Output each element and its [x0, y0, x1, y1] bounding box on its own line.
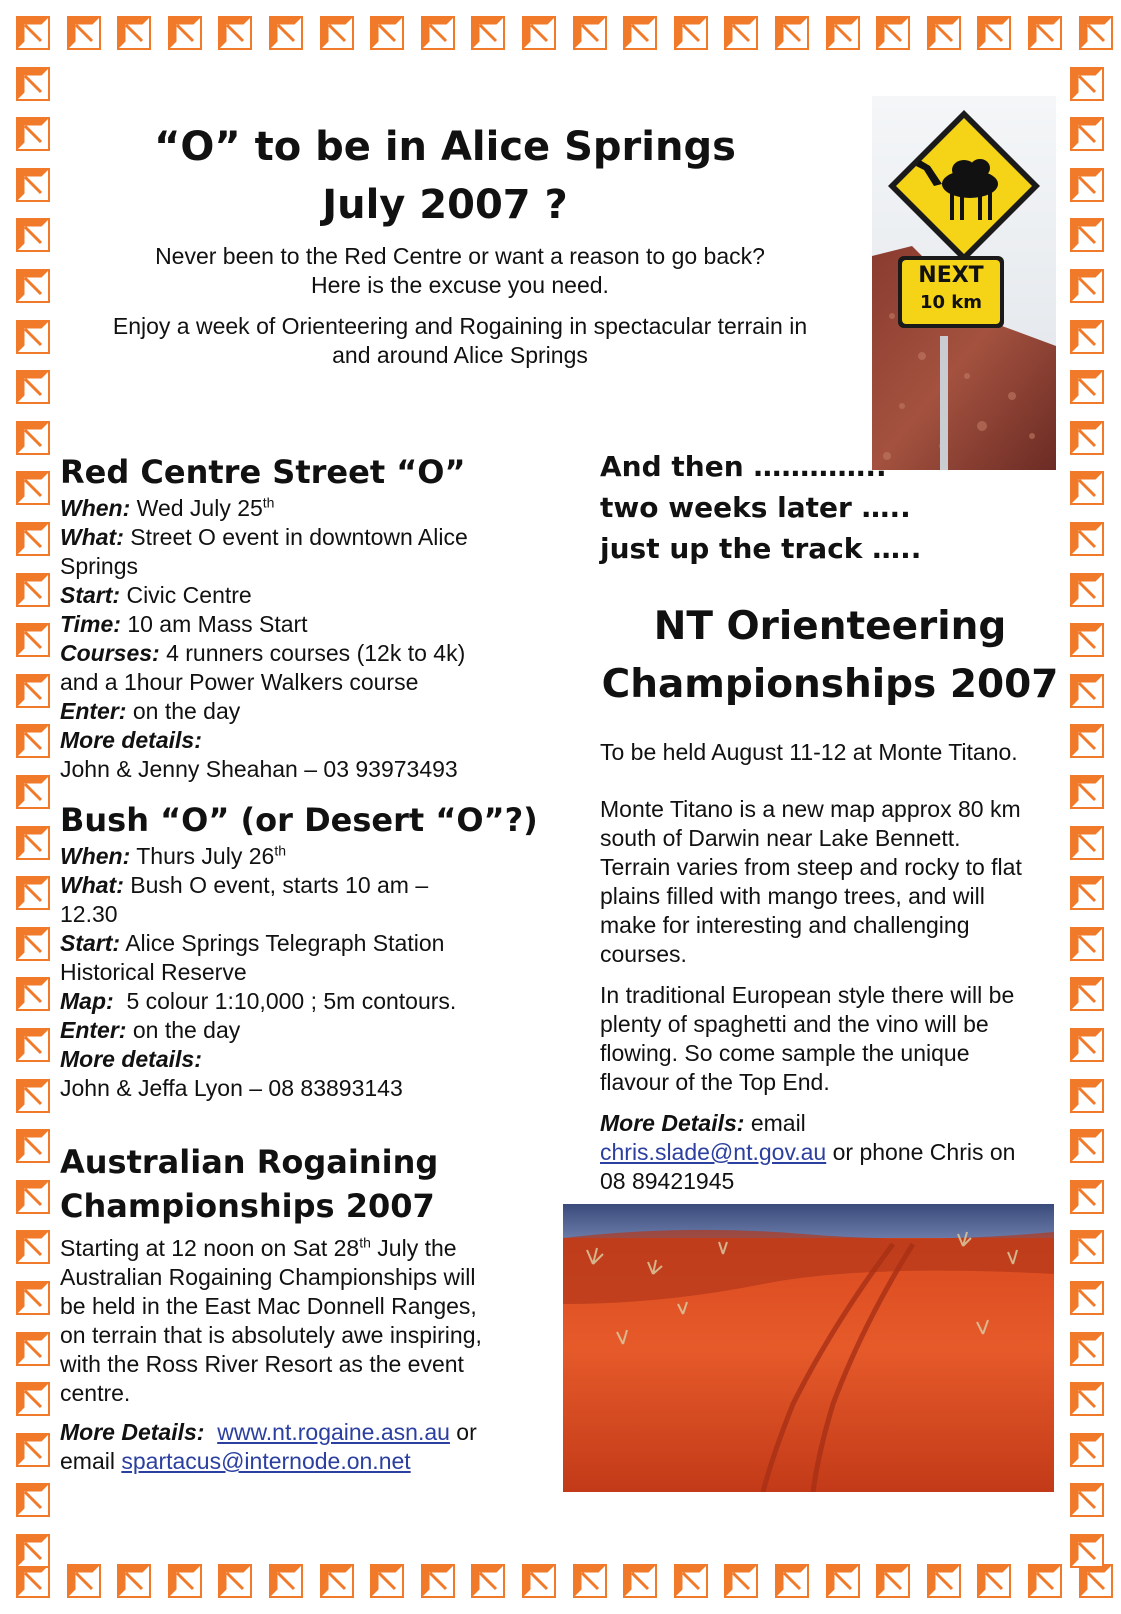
border-tile-icon: [1070, 1281, 1104, 1315]
nt-heading-line-1: NT Orienteering: [653, 604, 1007, 649]
or-text: or: [449, 1419, 477, 1445]
rogaining-text: be held in the East Mac Donnell Ranges,: [60, 1293, 477, 1319]
border-tile-icon: [1070, 623, 1104, 657]
border-tile-icon: [320, 16, 354, 50]
border-tile-icon: [775, 16, 809, 50]
start-label: Start:: [60, 582, 121, 608]
border-tile-icon: [927, 1564, 961, 1598]
border-tile-icon: [16, 16, 50, 50]
chris-email-link[interactable]: chris.slade@nt.gov.au: [600, 1139, 827, 1165]
when-label: When:: [60, 495, 131, 521]
border-tile-icon: [1079, 1564, 1113, 1598]
intro: [60, 242, 860, 370]
border-tile-icon: [1070, 876, 1104, 910]
desert-track-photo: [563, 1204, 1054, 1492]
border-tile-icon: [16, 471, 50, 505]
spartacus-email-link[interactable]: spartacus@internode.on.net: [121, 1448, 411, 1474]
nt-text: make for interesting and challenging: [600, 912, 970, 938]
rogaining-text: with the Ross River Resort as the event: [60, 1351, 464, 1377]
intro-line: and around Alice Springs: [332, 342, 588, 368]
border-tile-icon: [1070, 1028, 1104, 1062]
border-tile-icon: [421, 16, 455, 50]
border-tile-icon: [724, 1564, 758, 1598]
border-tile-icon: [1070, 67, 1104, 101]
email-word: email: [60, 1448, 122, 1474]
border-tile-icon: [16, 1564, 50, 1598]
and-then-line: And then …………..: [600, 450, 887, 483]
border-tile-icon: [67, 1564, 101, 1598]
nt-held-text: To be held August 11-12 at Monte Titano.: [600, 739, 1018, 765]
details-label: More details:: [60, 727, 202, 753]
time-value: 10 am Mass Start: [127, 611, 308, 637]
border-tile-icon: [269, 1564, 303, 1598]
courses-value-cont: and a 1hour Power Walkers course: [60, 669, 419, 695]
nt-text: south of Darwin near Lake Bennett.: [600, 825, 961, 851]
sign-next-text: NEXT: [918, 263, 984, 288]
rogaining-heading-line-2: Championships 2007: [60, 1187, 435, 1225]
border-tile-icon: [16, 1483, 50, 1517]
bush-o-section: [60, 798, 560, 1103]
rogaining-text: centre.: [60, 1380, 131, 1406]
border-tile-icon: [623, 16, 657, 50]
nt-text: courses.: [600, 941, 687, 967]
border-tile-icon: [1028, 1564, 1062, 1598]
border-tile-icon: [320, 1564, 354, 1598]
border-tile-icon: [16, 1534, 50, 1568]
border-tile-icon: [16, 1028, 50, 1062]
enter-label: Enter:: [60, 1017, 127, 1043]
rogaining-text: on terrain that is absolutely awe inspiring,: [60, 1322, 482, 1348]
nt-text: flavour of the Top End.: [600, 1069, 830, 1095]
start-label: Start:: [60, 930, 121, 956]
border-tile-icon: [1070, 370, 1104, 404]
border-tile-icon: [1070, 573, 1104, 607]
border-tile-icon: [1070, 1230, 1104, 1264]
what-label: What:: [60, 872, 124, 898]
border-tile-icon: [16, 1281, 50, 1315]
start-value: Alice Springs Telegraph Station: [125, 930, 445, 956]
border-tile-icon: [1070, 1332, 1104, 1366]
nt-details: [600, 738, 1070, 1196]
nt-text: plenty of spaghetti and the vino will be: [600, 1011, 989, 1037]
email-word: email: [744, 1110, 806, 1136]
border-tile-icon: [1070, 1483, 1104, 1517]
border-tile-icon: [674, 16, 708, 50]
phone-number: 08 89421945: [600, 1168, 735, 1194]
nt-text: flowing. So come sample the unique: [600, 1040, 970, 1066]
border-tile-icon: [16, 1433, 50, 1467]
what-value: Bush O event, starts 10 am –: [130, 872, 429, 898]
border-tile-icon: [876, 16, 910, 50]
border-tile-icon: [16, 977, 50, 1011]
border-tile-icon: [67, 16, 101, 50]
courses-value: 4 runners courses (12k to 4k): [166, 640, 466, 666]
border-tile-icon: [1070, 522, 1104, 556]
when-sup: th: [262, 494, 275, 511]
rogaining-text: Australian Rogaining Championships will: [60, 1264, 476, 1290]
title-line-2: July 2007 ?: [322, 182, 568, 228]
border-tile-icon: [1070, 218, 1104, 252]
border-tile-icon: [1070, 320, 1104, 354]
border-tile-icon: [1070, 1180, 1104, 1214]
border-tile-icon: [16, 269, 50, 303]
what-value: Street O event in downtown Alice: [130, 524, 468, 550]
border-tile-icon: [16, 218, 50, 252]
enter-value: on the day: [132, 698, 241, 724]
border-tile-icon: [16, 724, 50, 758]
nt-text: Monte Titano is a new map approx 80 km: [600, 796, 1021, 822]
rogaining-text: July the: [370, 1235, 457, 1261]
nt-text: Terrain varies from steep and rocky to flat: [600, 854, 1022, 880]
border-tile-icon: [16, 1230, 50, 1264]
border-tile-icon: [16, 1079, 50, 1113]
rogaining-heading-line-1: Australian Rogaining: [60, 1143, 439, 1181]
nt-heading: [600, 598, 1060, 714]
when-value: Thurs July 26: [136, 843, 275, 869]
page-title: [60, 118, 830, 234]
border-tile-icon: [1070, 674, 1104, 708]
border-tile-icon: [370, 1564, 404, 1598]
camel-sign-photo: [872, 96, 1056, 470]
border-tile-icon: [16, 320, 50, 354]
border-tile-icon: [16, 826, 50, 860]
nt-text: In traditional European style there will be: [600, 982, 1015, 1008]
border-tile-icon: [16, 117, 50, 151]
start-value-cont: Historical Reserve: [60, 959, 247, 985]
border-tile-icon: [1070, 117, 1104, 151]
nt-text: plains filled with mango trees, and will: [600, 883, 985, 909]
start-value: Civic Centre: [126, 582, 252, 608]
border-tile-icon: [522, 1564, 556, 1598]
border-tile-icon: [1070, 471, 1104, 505]
border-tile-icon: [1070, 269, 1104, 303]
rogaine-website-link[interactable]: www.nt.rogaine.asn.au: [217, 1419, 450, 1445]
border-tile-icon: [724, 16, 758, 50]
intro-line: Never been to the Red Centre or want a reason to go back?: [155, 243, 765, 269]
and-then-line: two weeks later …..: [600, 491, 911, 524]
border-tile-icon: [1070, 826, 1104, 860]
rogaining-section: [60, 1140, 560, 1476]
when-sup: th: [274, 842, 286, 859]
border-tile-icon: [370, 16, 404, 50]
courses-label: Courses:: [60, 640, 160, 666]
and-then-line: just up the track …..: [600, 532, 922, 565]
border-tile-icon: [471, 1564, 505, 1598]
details-label: More details:: [60, 1046, 202, 1072]
border-tile-icon: [876, 1564, 910, 1598]
border-tile-icon: [1070, 927, 1104, 961]
intro-line: Enjoy a week of Orienteering and Rogaining in spectacular terrain in: [112, 313, 808, 339]
border-tile-icon: [522, 16, 556, 50]
border-tile-icon: [218, 1564, 252, 1598]
border-tile-icon: [16, 775, 50, 809]
border-tile-icon: [1070, 1382, 1104, 1416]
border-tile-icon: [1070, 421, 1104, 455]
bush-o-heading: Bush “O” (or Desert “O”?): [60, 801, 538, 839]
border-tile-icon: [269, 16, 303, 50]
what-label: What:: [60, 524, 124, 550]
border-tile-icon: [1070, 724, 1104, 758]
border-tile-icon: [168, 16, 202, 50]
border-tile-icon: [471, 16, 505, 50]
street-o-section: [60, 450, 560, 784]
border-tile-icon: [1028, 16, 1062, 50]
border-tile-icon: [16, 1332, 50, 1366]
border-tile-icon: [977, 16, 1011, 50]
border-tile-icon: [16, 522, 50, 556]
details-label: More Details:: [60, 1419, 205, 1445]
border-tile-icon: [977, 1564, 1011, 1598]
border-tile-icon: [16, 623, 50, 657]
what-value-cont: Springs: [60, 553, 138, 579]
phone-text: or phone Chris on: [826, 1139, 1016, 1165]
border-tile-icon: [117, 1564, 151, 1598]
border-tile-icon: [674, 1564, 708, 1598]
border-tile-icon: [16, 927, 50, 961]
street-o-heading: Red Centre Street “O”: [60, 453, 466, 491]
border-tile-icon: [16, 1180, 50, 1214]
border-tile-icon: [16, 674, 50, 708]
border-tile-icon: [573, 1564, 607, 1598]
intro-line: Here is the excuse you need.: [311, 272, 609, 298]
border-tile-icon: [218, 16, 252, 50]
border-tile-icon: [16, 168, 50, 202]
when-label: When:: [60, 843, 131, 869]
border-tile-icon: [168, 1564, 202, 1598]
sign-distance-text: 10 km: [919, 292, 983, 313]
when-value: Wed July 25: [136, 495, 263, 521]
border-tile-icon: [1070, 1079, 1104, 1113]
border-tile-icon: [117, 16, 151, 50]
border-tile-icon: [1079, 16, 1113, 50]
rogaining-text: Starting at 12 noon on Sat 28: [60, 1235, 360, 1261]
border-tile-icon: [16, 1129, 50, 1163]
border-tile-icon: [16, 421, 50, 455]
map-value: 5 colour 1:10,000 ; 5m contours.: [126, 988, 457, 1014]
border-tile-icon: [16, 876, 50, 910]
title-line-1: “O” to be in Alice Springs: [154, 124, 736, 170]
border-tile-icon: [1070, 1534, 1104, 1568]
border-tile-icon: [775, 1564, 809, 1598]
rogaining-sup: th: [359, 1234, 371, 1251]
border-tile-icon: [16, 370, 50, 404]
border-tile-icon: [1070, 977, 1104, 1011]
border-tile-icon: [1070, 775, 1104, 809]
border-tile-icon: [16, 1382, 50, 1416]
border-tile-icon: [1070, 1433, 1104, 1467]
border-tile-icon: [826, 1564, 860, 1598]
details-value: John & Jenny Sheahan – 03 93973493: [60, 756, 458, 782]
border-tile-icon: [421, 1564, 455, 1598]
border-tile-icon: [16, 67, 50, 101]
border-tile-icon: [623, 1564, 657, 1598]
border-tile-icon: [16, 573, 50, 607]
details-value: John & Jeffa Lyon – 08 83893143: [60, 1075, 403, 1101]
border-tile-icon: [927, 16, 961, 50]
time-label: Time:: [60, 611, 121, 637]
border-tile-icon: [1070, 1129, 1104, 1163]
enter-value: on the day: [132, 1017, 241, 1043]
border-tile-icon: [1070, 168, 1104, 202]
and-then-block: [600, 446, 1000, 569]
details-label: More Details:: [600, 1110, 745, 1136]
what-value-cont: 12.30: [60, 901, 118, 927]
enter-label: Enter:: [60, 698, 127, 724]
map-label: Map:: [60, 988, 114, 1014]
border-tile-icon: [573, 16, 607, 50]
border-tile-icon: [826, 16, 860, 50]
nt-heading-line-2: Championships 2007: [601, 662, 1059, 707]
